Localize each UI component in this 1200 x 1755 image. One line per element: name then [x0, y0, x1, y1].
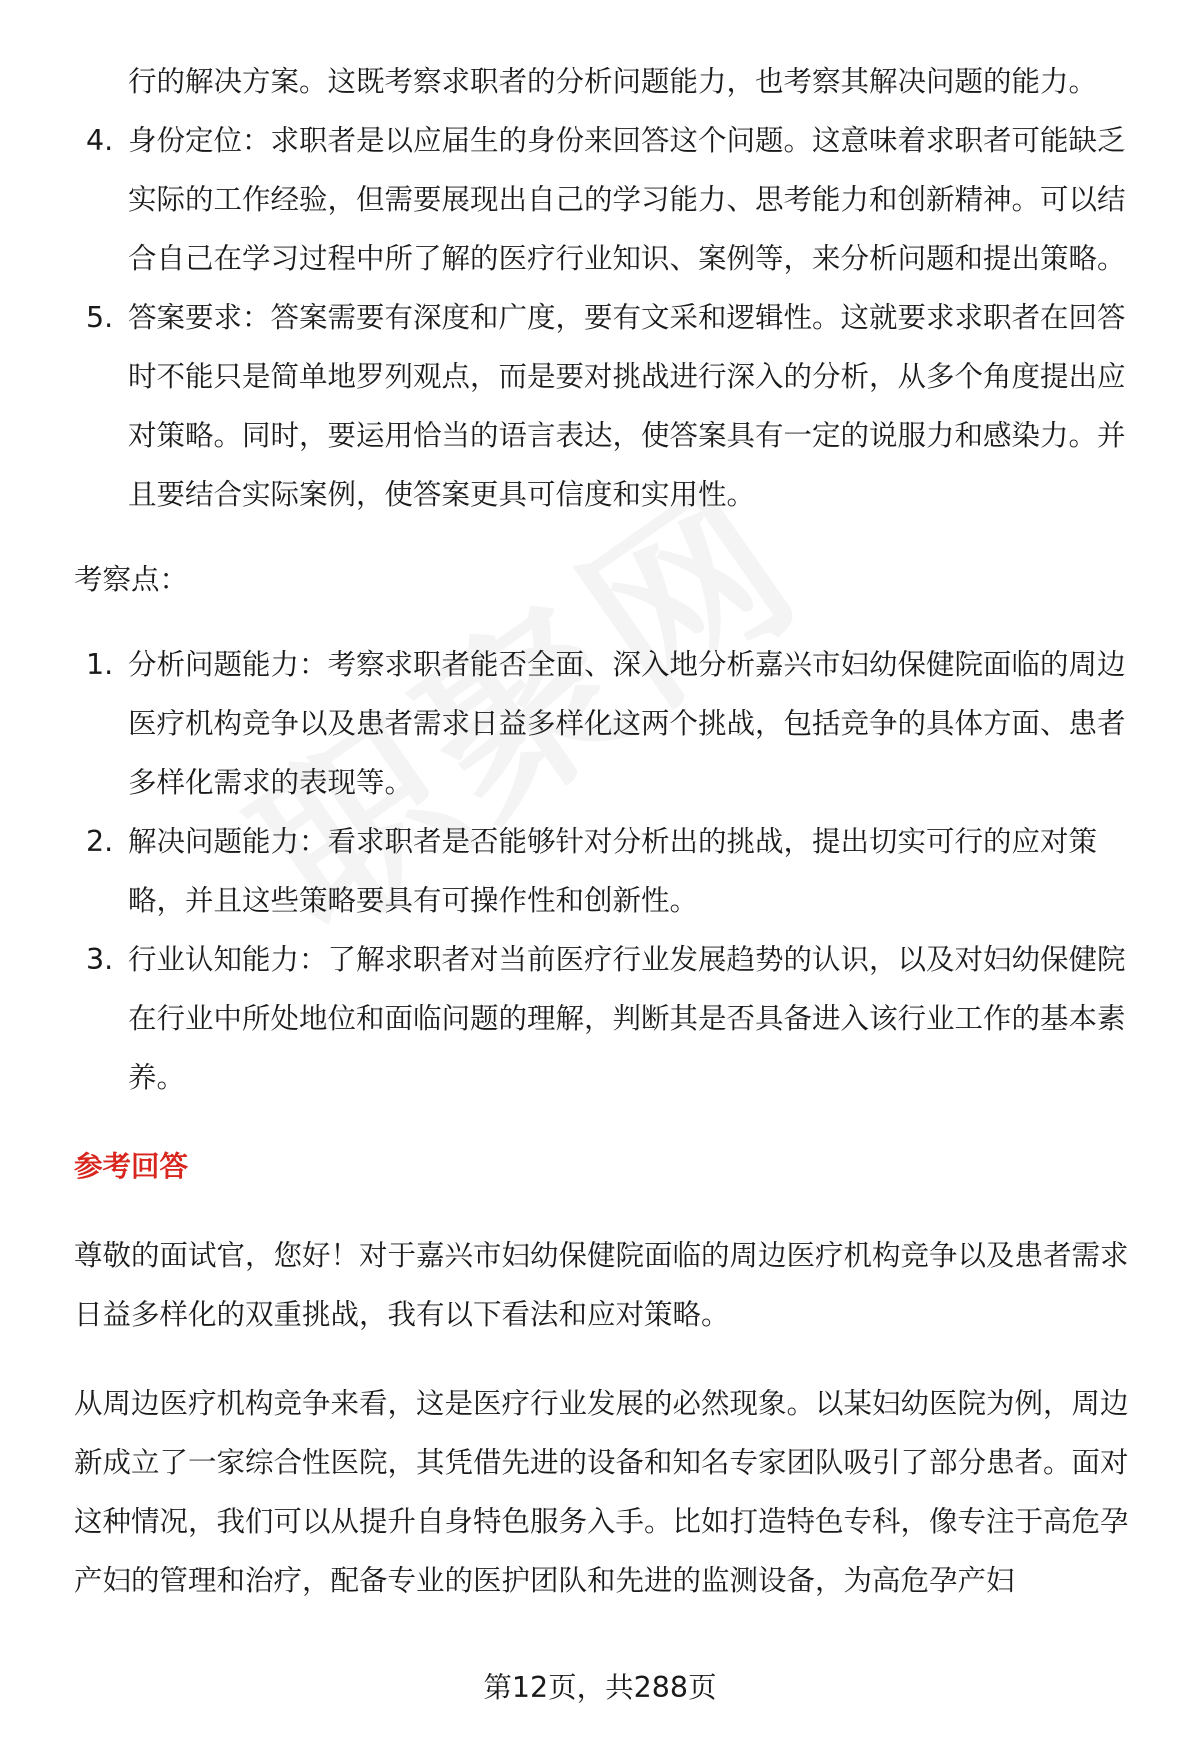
reference-answer-heading: 参考回答	[74, 1150, 189, 1183]
exam-points-list	[74, 635, 1144, 1107]
list-text: 身份定位：求职者是以应届生的身份来回答这个问题。这意味着求职者可能缺乏实际的工作经验，但需要展现出自己的学习能力、思考能力和创新精神。可以结合自己在学习过程中所了解的医疗行业知识、案例等，来分析问题和提出策略。	[128, 124, 1126, 275]
spacer	[74, 1196, 1144, 1226]
page-footer: 第12页，共288页	[483, 1671, 717, 1704]
requirements-list	[74, 111, 1144, 524]
spacer	[74, 524, 1144, 550]
list-number: 3.	[86, 943, 114, 976]
exam-points-label: 考察点：	[74, 563, 189, 596]
list-number: 1.	[86, 648, 114, 681]
list-text: 解决问题能力：看求职者是否能够针对分析出的挑战，提出切实可行的应对策略，并且这些策略要具有可操作性和创新性。	[128, 825, 1098, 917]
list-number: 4.	[86, 124, 114, 157]
answer-paragraph: 从周边医疗机构竞争来看，这是医疗行业发展的必然现象。以某妇幼医院为例，周边新成立了一家综合性医院，其凭借先进的设备和知名专家团队吸引了部分患者。面对这种情况，我们可以从提升自身特色服务入手。比如打造特色专科，像专注于高危孕产妇的管理和治疗，配备专业的医护团队和先进的监测设备，为高危孕产妇	[74, 1387, 1129, 1597]
list-item	[74, 635, 1144, 812]
list-text: 分析问题能力：考察求职者能否全面、深入地分析嘉兴市妇幼保健院面临的周边医疗机构竞争以及患者需求日益多样化这两个挑战，包括竞争的具体方面、患者多样化需求的表现等。	[128, 648, 1126, 799]
list-number: 2.	[86, 825, 114, 858]
list-item	[74, 111, 1144, 288]
answer-paragraph: 尊敬的面试官，您好！对于嘉兴市妇幼保健院面临的周边医疗机构竞争以及患者需求日益多样化的双重挑战，我有以下看法和应对策略。	[74, 1239, 1129, 1331]
list-item	[74, 288, 1144, 524]
spacer	[74, 1107, 1144, 1137]
list-item	[74, 812, 1144, 930]
spacer	[74, 1344, 1144, 1374]
intro-continuation: 行的解决方案。这既考察求职者的分析问题能力，也考察其解决问题的能力。	[128, 65, 1098, 98]
spacer	[74, 609, 1144, 635]
list-item	[74, 930, 1144, 1107]
list-number: 5.	[86, 301, 114, 334]
page-content	[74, 52, 1144, 1610]
list-text: 答案要求：答案需要有深度和广度，要有文采和逻辑性。这就要求求职者在回答时不能只是简单地罗列观点，而是要对挑战进行深入的分析，从多个角度提出应对策略。同时，要运用恰当的语言表达，使答案具有一定的说服力和感染力。并且要结合实际案例，使答案更具可信度和实用性。	[128, 301, 1126, 511]
list-text: 行业认知能力：了解求职者对当前医疗行业发展趋势的认识，以及对妇幼保健院在行业中所处地位和面临问题的理解，判断其是否具备进入该行业工作的基本素养。	[128, 943, 1126, 1094]
